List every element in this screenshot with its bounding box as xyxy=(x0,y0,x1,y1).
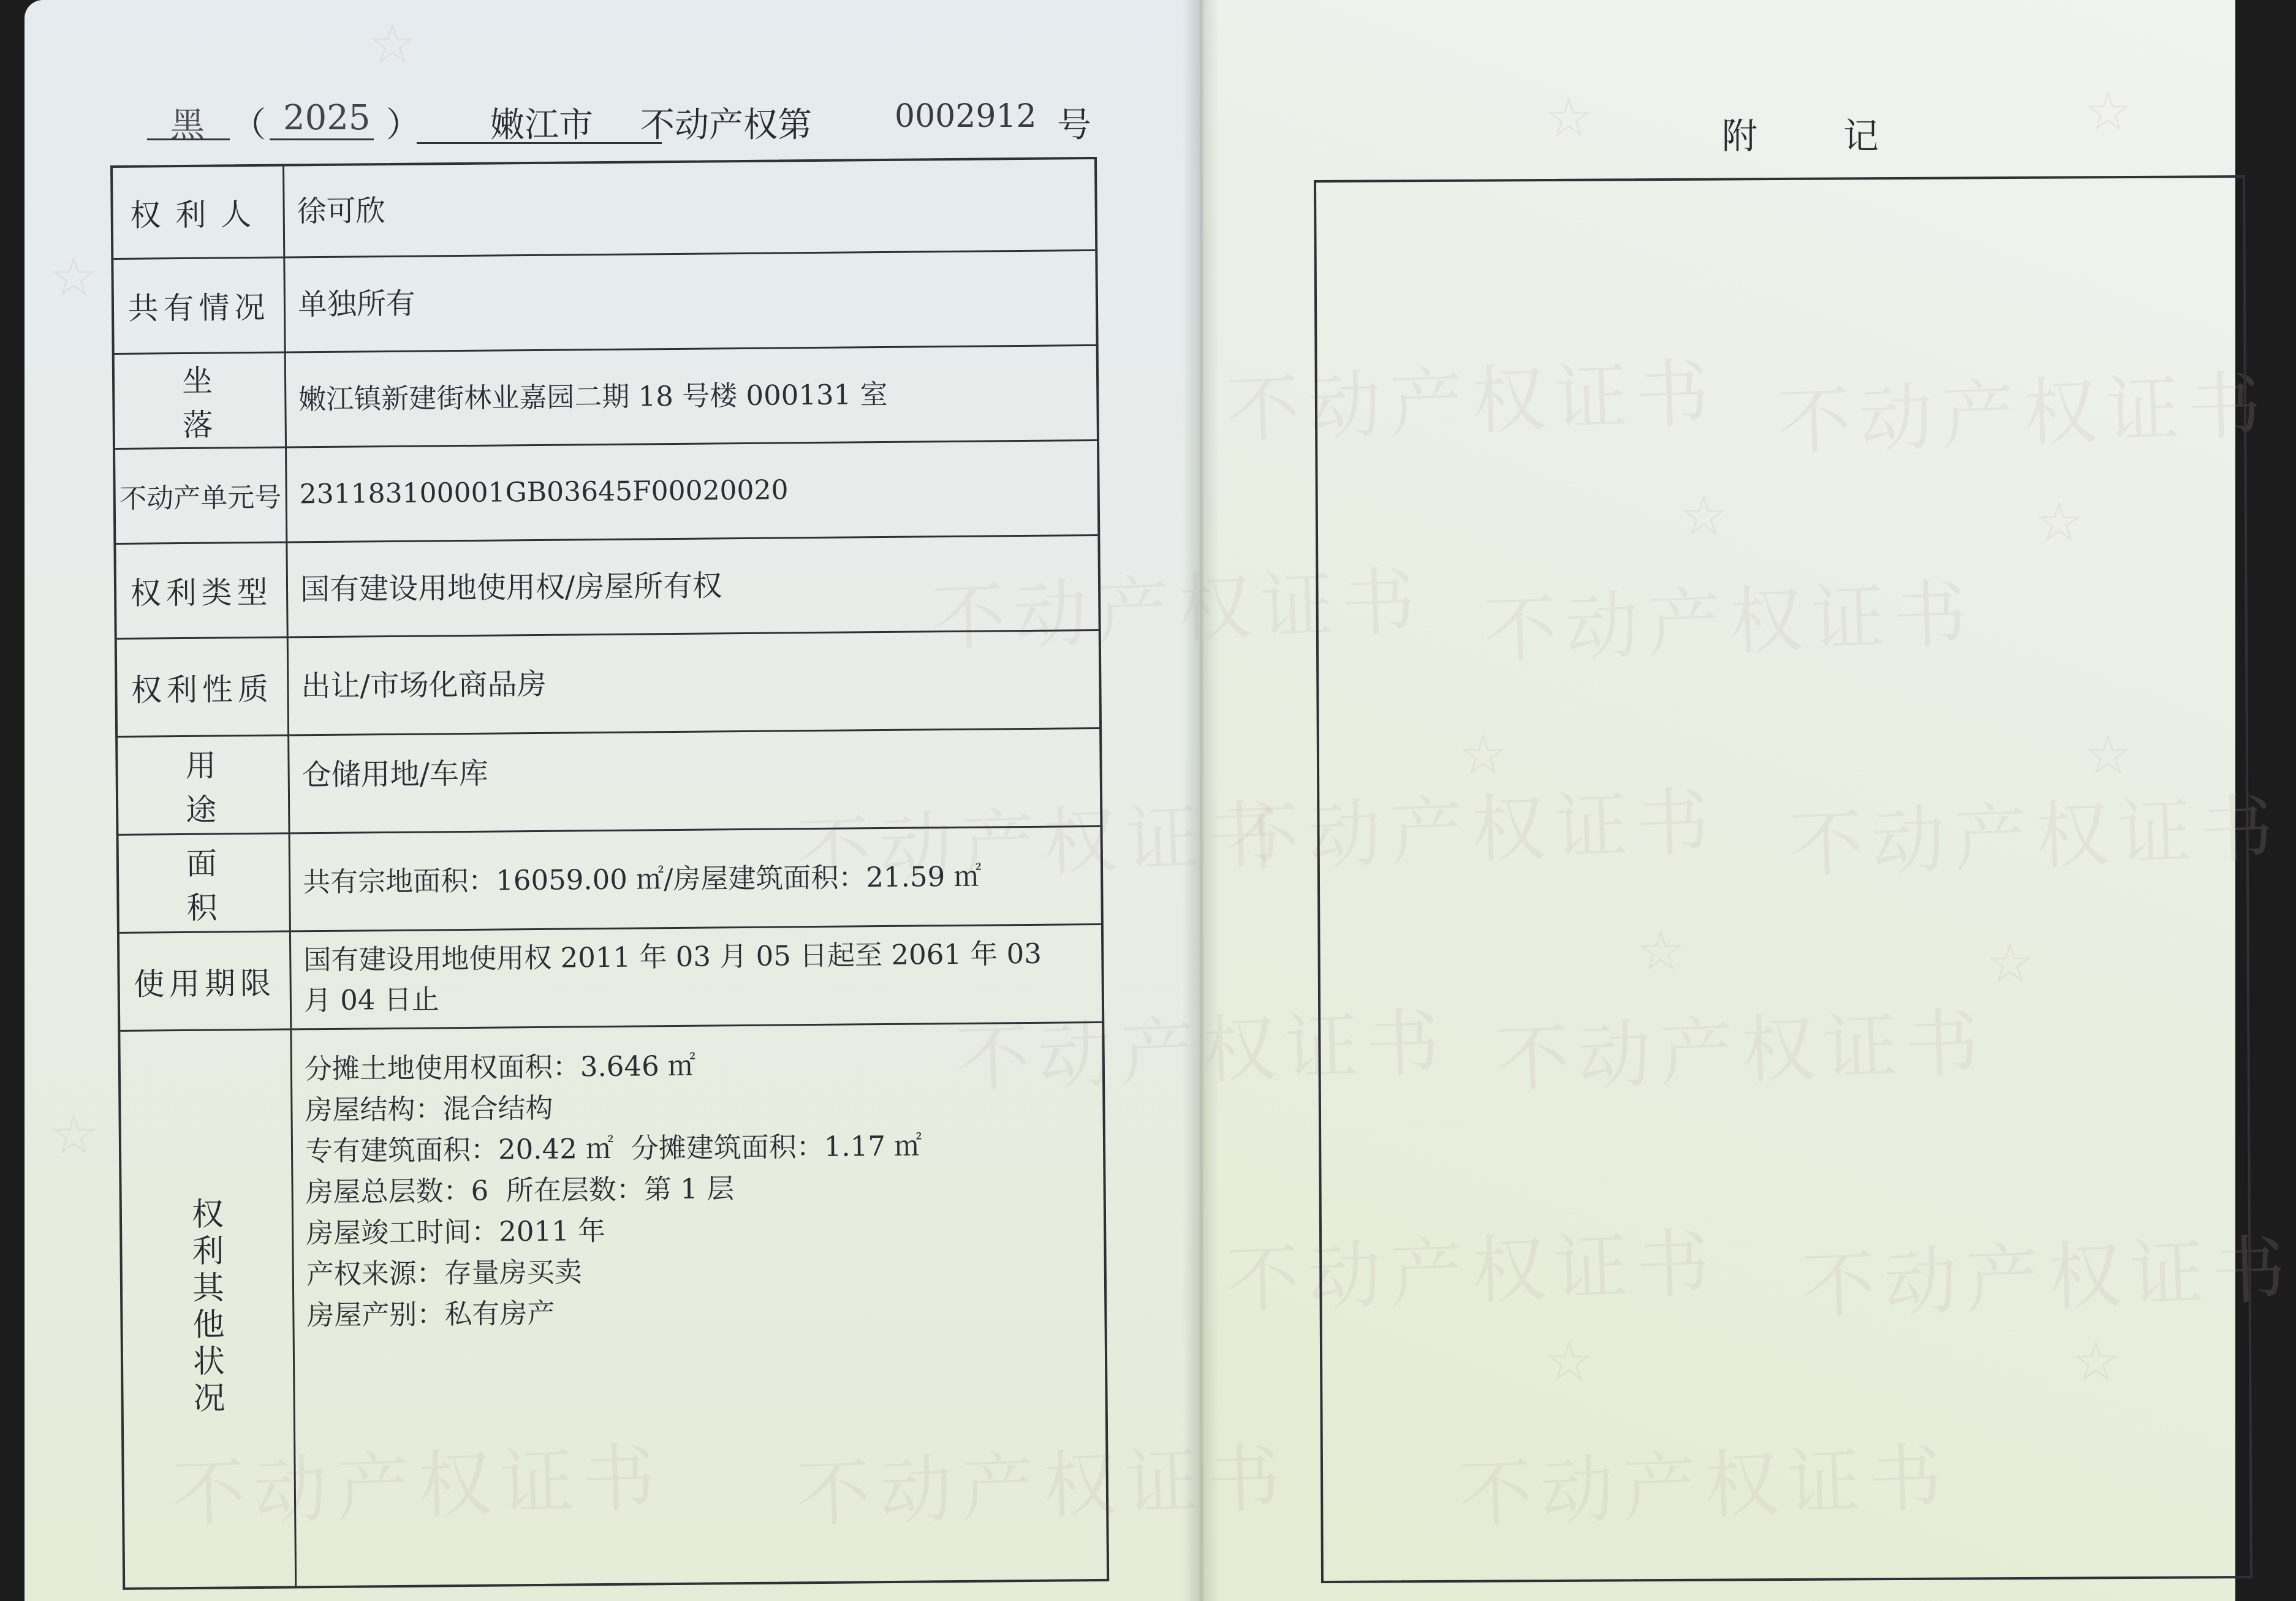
header-underline xyxy=(147,138,230,140)
other-line: 专有建筑面积：20.42 ㎡ 分摊建筑面积：1.17 ㎡ xyxy=(305,1129,922,1168)
co-ownership-value: 单独所有 xyxy=(297,286,416,322)
table-row xyxy=(116,536,1098,640)
star-icon: ☆ xyxy=(49,1103,99,1167)
star-icon: ☆ xyxy=(2071,1330,2121,1394)
book-spine xyxy=(1183,0,1219,1601)
table-row xyxy=(113,251,1096,355)
row-label: 权利人 xyxy=(113,167,285,258)
star-icon: ☆ xyxy=(2083,80,2133,144)
header-cert-type: 不动产权第 xyxy=(640,105,812,145)
star-icon: ☆ xyxy=(1544,1330,1594,1394)
header-city: 嫩江市 xyxy=(490,105,593,145)
term-line-2: 月 04 日止 xyxy=(303,982,439,1016)
term-line-1: 国有建设用地使用权 2011 年 03 月 05 日起至 2061 年 03 xyxy=(303,937,1042,976)
table-row xyxy=(119,925,1102,1032)
row-label: 权利类型 xyxy=(116,543,288,637)
star-icon: ☆ xyxy=(2034,490,2084,554)
row-label: 权利性质 xyxy=(117,638,289,735)
star-icon: ☆ xyxy=(49,245,99,309)
unit-number-value: 231183100001GB03645F00020020 xyxy=(299,474,789,510)
header-year: 2025 xyxy=(283,98,371,138)
header-province: 黑 xyxy=(170,105,205,145)
other-line: 房屋结构：混合结构 xyxy=(305,1091,553,1127)
header-cert-suffix: 号 xyxy=(1057,105,1091,145)
table-row xyxy=(118,729,1100,836)
row-label: 坐落 xyxy=(115,354,287,448)
location-value: 嫩江镇新建街林业嘉园二期 18 号楼 000131 室 xyxy=(298,377,888,416)
row-label: 不动产单元号 xyxy=(115,449,287,543)
row-label: 用途 xyxy=(118,736,290,833)
star-icon: ☆ xyxy=(1544,86,1594,150)
other-line: 分摊土地使用权面积：3.646 ㎡ xyxy=(304,1049,696,1086)
header-underline xyxy=(270,138,374,140)
header-cert-number: 0002912 xyxy=(895,98,1037,135)
annotations-box xyxy=(1314,175,2252,1583)
usage-value: 仓储用地/车库 xyxy=(301,756,489,792)
table-row xyxy=(113,159,1095,260)
other-line: 产权来源：存量房买卖 xyxy=(306,1255,583,1291)
other-line: 房屋总层数：6 所在层数：第 1 层 xyxy=(305,1172,735,1209)
star-icon: ☆ xyxy=(368,12,417,77)
table-row xyxy=(119,827,1101,934)
area-value: 共有宗地面积：16059.00 ㎡/房屋建筑面积：21.59 ㎡ xyxy=(302,860,982,898)
annotations-title: 附记 xyxy=(1722,115,1965,157)
term-value xyxy=(303,925,1089,1028)
other-status-label-cell xyxy=(120,1030,297,1589)
other-line: 房屋竣工时间：2011 年 xyxy=(305,1214,606,1250)
owner-value: 徐可欣 xyxy=(297,193,385,229)
table-row xyxy=(115,346,1097,450)
right-type-value: 国有建设用地使用权/房屋所有权 xyxy=(300,569,722,607)
star-icon: ☆ xyxy=(1679,484,1729,548)
certificate-header xyxy=(147,92,1103,153)
other-line: 房屋产别：私有房产 xyxy=(306,1296,555,1332)
table-row xyxy=(120,1023,1107,1590)
row-label: 共有情况 xyxy=(113,259,286,353)
other-status-label: 权利其他状况 xyxy=(191,1196,225,1417)
row-label: 面积 xyxy=(119,834,291,931)
star-icon: ☆ xyxy=(1458,723,1508,787)
star-icon: ☆ xyxy=(1985,931,2035,996)
other-status-value xyxy=(304,1023,1094,1588)
table-row xyxy=(117,631,1099,738)
header-paren-open: （ xyxy=(232,105,266,145)
property-table xyxy=(110,157,1109,1590)
star-icon: ☆ xyxy=(1636,919,1686,983)
star-icon: ☆ xyxy=(2083,723,2133,787)
row-label: 使用期限 xyxy=(119,932,292,1029)
header-paren-close: ） xyxy=(386,105,420,145)
right-nature-value: 出让/市场化商品房 xyxy=(301,667,547,703)
table-row xyxy=(115,441,1097,545)
